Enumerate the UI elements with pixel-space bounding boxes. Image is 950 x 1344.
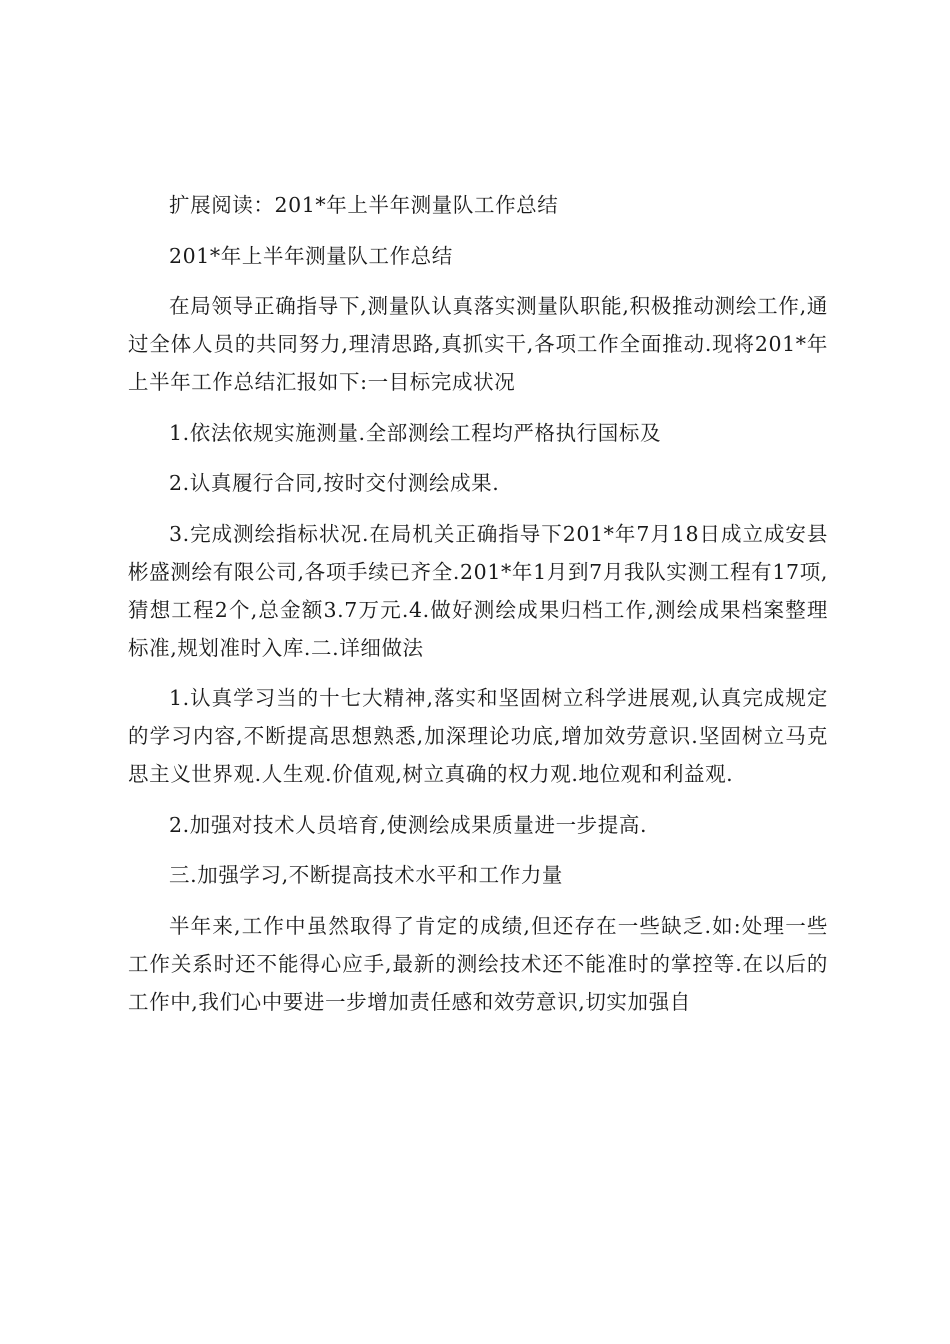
body-paragraph-intro: 在局领导正确指导下,测量队认真落实测量队职能,积极推动测绘工作,通过全体人员的共同努力,理清思路,真抓实干,各项工作全面推动.现将201*年上半年工作总结汇报如下:一目标完成状况 <box>128 294 828 394</box>
body-paragraph-summary: 半年来,工作中虽然取得了肯定的成绩,但还存在一些缺乏.如:处理一些工作关系时还不能得心应手,最新的测绘技术还不能准时的掌控等.在以后的工作中,我们心中要进一步增加责任感和效劳意识,切实加强自 <box>128 913 828 1014</box>
body-paragraph-item-3: 3.完成测绘指标状况.在局机关正确指导下201*年7月18日成立成安县彬盛测绘有限公司,各项手续已齐全.201*年1月到7月我队实测工程有17项,猜想工程2个,总金额3.7万元.4.做好测绘成果归档工作,测绘成果档案整理标准,规划准时入库.二.详细做法 <box>128 521 828 660</box>
document-title: 201*年上半年测量队工作总结 <box>169 243 453 268</box>
body-paragraph-method-2: 2.加强对技术人员培育,使测绘成果质量进一步提高. <box>169 812 648 837</box>
body-paragraph-item-2: 2.认真履行合同,按时交付测绘成果. <box>169 471 500 495</box>
body-paragraph-item-1: 1.依法依规实施测量.全部测绘工程均严格执行国标及 <box>169 420 662 445</box>
document-body <box>128 186 828 1033</box>
body-paragraph-method-1: 1.认真学习当的十七大精神,落实和坚固树立科学进展观,认真完成规定的学习内容,不断提高思想熟悉,加深理论功底,增加效劳意识.坚固树立马克思主义世界观.人生观.价值观,树立真确的权力观.地位观和利益观. <box>128 686 828 786</box>
extended-reading-line: 扩展阅读：201*年上半年测量队工作总结 <box>169 193 559 217</box>
section-heading-3: 三.加强学习,不断提高技术水平和工作力量 <box>169 863 564 887</box>
